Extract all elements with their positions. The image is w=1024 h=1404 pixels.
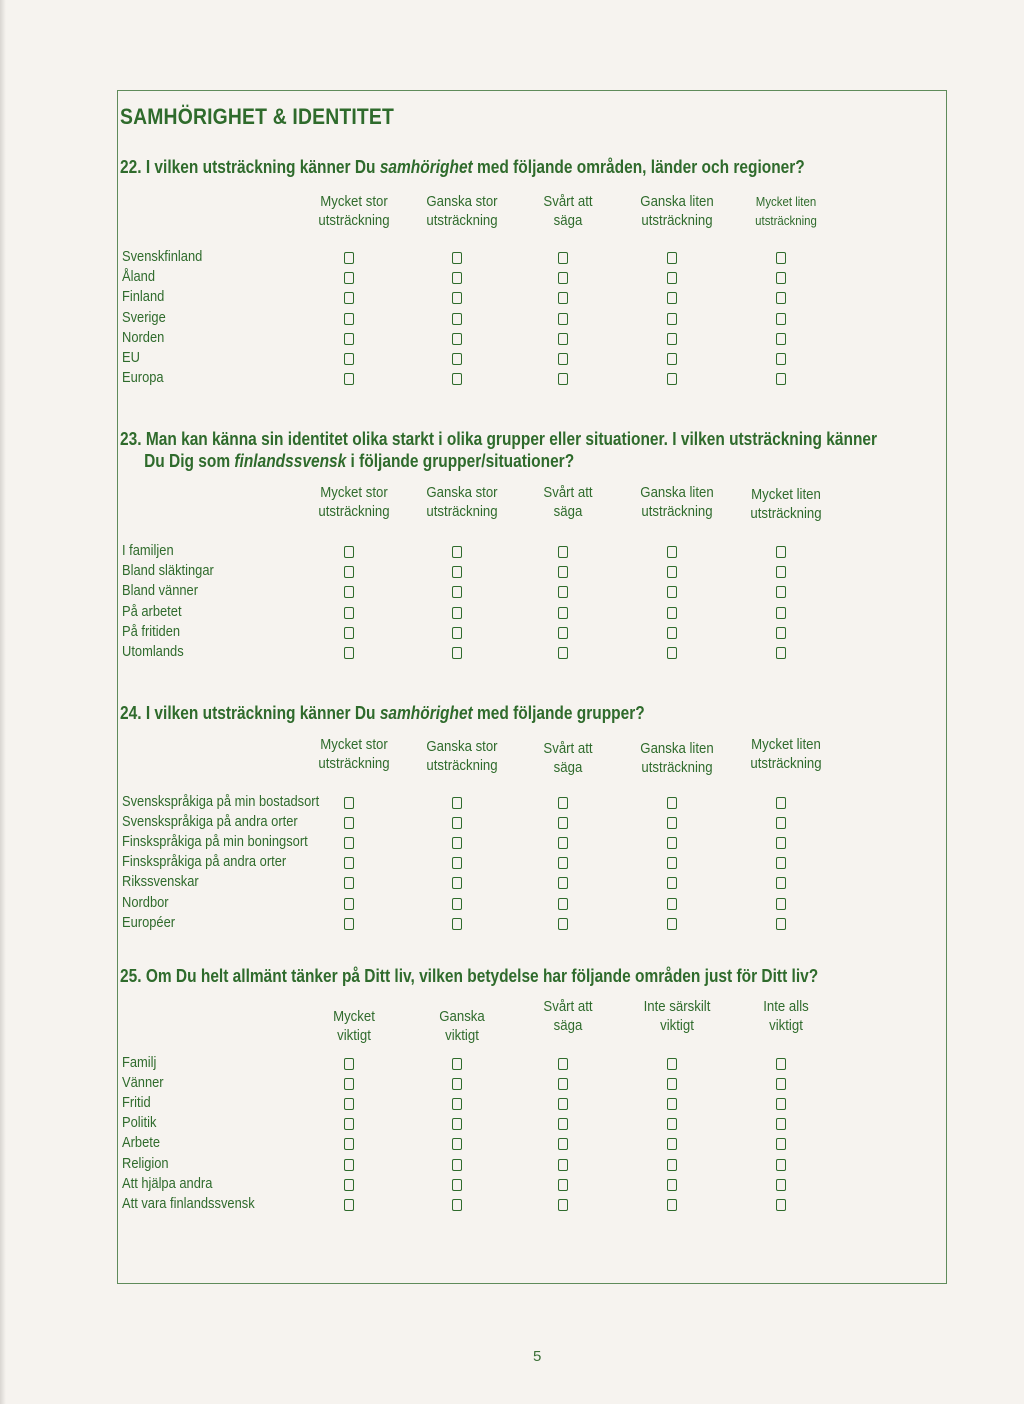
q24-answer-checkbox[interactable] xyxy=(344,817,354,829)
q22-row-label: Finland xyxy=(122,288,165,306)
column-header-line1: Mycket stor xyxy=(320,736,388,753)
q22-answer-checkbox[interactable] xyxy=(344,272,354,284)
column-header-line2: viktigt xyxy=(769,1017,803,1034)
q24-answer-checkbox[interactable] xyxy=(344,877,354,889)
column-header-line1: Ganska liten xyxy=(640,484,714,501)
column-header-line1: Svårt att xyxy=(543,740,593,757)
question-23-line2 xyxy=(120,450,877,472)
q23-answer-checkbox[interactable] xyxy=(558,566,568,578)
q25-row-label: Vänner xyxy=(122,1074,164,1092)
q23-answer-checkbox[interactable] xyxy=(452,627,462,639)
q23-answer-checkbox[interactable] xyxy=(667,546,677,558)
q24-answer-checkbox[interactable] xyxy=(452,837,462,849)
column-header-line1: Svårt att xyxy=(543,484,593,501)
q22-answer-checkbox[interactable] xyxy=(667,333,677,345)
q24-row-label: Svenskspråkiga på andra orter xyxy=(122,813,298,831)
q23-answer-checkbox[interactable] xyxy=(558,586,568,598)
q24-answer-checkbox[interactable] xyxy=(452,857,462,869)
column-header-line1: Svårt att xyxy=(543,193,593,210)
question-24 xyxy=(120,702,645,724)
questionnaire-frame xyxy=(117,90,947,1284)
q25-answer-checkbox[interactable] xyxy=(344,1098,354,1110)
q25-column-header xyxy=(629,997,726,1035)
q25-answer-checkbox[interactable] xyxy=(452,1078,462,1090)
q25-answer-checkbox[interactable] xyxy=(344,1138,354,1150)
q23-row-label: I familjen xyxy=(122,542,174,559)
q23-answer-checkbox[interactable] xyxy=(776,546,786,558)
q25-answer-checkbox[interactable] xyxy=(776,1138,786,1150)
q22-answer-checkbox[interactable] xyxy=(452,313,462,325)
question-23-line1: 23. Man kan känna sin identitet olika starkt i olika grupper eller situationer. I vilken utsträckning känner xyxy=(120,429,878,449)
q24-answer-checkbox[interactable] xyxy=(452,898,462,910)
q24-answer-checkbox[interactable] xyxy=(558,857,568,869)
q25-answer-checkbox[interactable] xyxy=(667,1098,677,1110)
q23-row-label: På arbetet xyxy=(122,602,182,620)
q22-answer-checkbox[interactable] xyxy=(558,272,568,284)
q24-answer-checkbox[interactable] xyxy=(452,797,462,809)
column-header-line1: Ganska stor xyxy=(426,193,498,210)
q25-answer-checkbox[interactable] xyxy=(452,1098,462,1110)
column-header-line2: utsträckning xyxy=(426,212,498,229)
q24-answer-checkbox[interactable] xyxy=(344,837,354,849)
q22-answer-checkbox[interactable] xyxy=(776,272,786,284)
q22-answer-checkbox[interactable] xyxy=(452,333,462,345)
column-header-line2: utsträckning xyxy=(318,503,390,520)
q25-row-label: Politik xyxy=(122,1114,157,1132)
q23-answer-checkbox[interactable] xyxy=(667,607,677,619)
q24-answer-checkbox[interactable] xyxy=(667,898,677,910)
q24-answer-checkbox[interactable] xyxy=(452,877,462,889)
column-header-line1: Ganska stor xyxy=(426,484,498,501)
q24-answer-checkbox[interactable] xyxy=(344,898,354,910)
q23-row-label: Utomlands xyxy=(122,643,184,660)
q24-answer-checkbox[interactable] xyxy=(344,797,354,809)
q25-row-label: Arbete xyxy=(122,1134,161,1152)
q24-column-header xyxy=(306,735,403,773)
q23-column-header xyxy=(414,483,511,521)
column-header-line2: viktigt xyxy=(445,1027,479,1044)
q25-answer-checkbox[interactable] xyxy=(452,1138,462,1150)
column-header-line1: Svårt att xyxy=(543,998,593,1015)
q25-answer-checkbox[interactable] xyxy=(667,1138,677,1150)
q22-answer-checkbox[interactable] xyxy=(776,373,786,385)
q23-answer-checkbox[interactable] xyxy=(776,607,786,619)
q24-answer-checkbox[interactable] xyxy=(776,898,786,910)
q25-answer-checkbox[interactable] xyxy=(452,1058,462,1070)
q25-answer-checkbox[interactable] xyxy=(667,1179,677,1191)
q24-answer-checkbox[interactable] xyxy=(558,898,568,910)
q23-column-header xyxy=(520,483,617,521)
q24-answer-checkbox[interactable] xyxy=(667,797,677,809)
q25-answer-checkbox[interactable] xyxy=(344,1118,354,1130)
question-24-suffix: med följande grupper? xyxy=(472,703,645,723)
column-header-line1: Mycket liten xyxy=(751,736,821,753)
q25-answer-checkbox[interactable] xyxy=(776,1058,786,1070)
q24-answer-checkbox[interactable] xyxy=(667,857,677,869)
q24-row-label: Finskspråkiga på andra orter xyxy=(122,853,287,871)
q25-answer-checkbox[interactable] xyxy=(558,1118,568,1130)
column-header-line1: Mycket liten xyxy=(751,486,821,503)
q22-answer-checkbox[interactable] xyxy=(344,333,354,345)
question-23-line2-prefix: Du Dig som xyxy=(144,451,235,471)
q22-answer-checkbox[interactable] xyxy=(667,272,677,284)
q25-column-header xyxy=(414,1007,511,1045)
column-header-line2: utsträckning xyxy=(755,213,817,228)
q22-answer-checkbox[interactable] xyxy=(558,333,568,345)
q22-row-label: Svenskfinland xyxy=(122,248,203,265)
q24-answer-checkbox[interactable] xyxy=(558,817,568,829)
q23-answer-checkbox[interactable] xyxy=(776,647,786,659)
q25-answer-checkbox[interactable] xyxy=(452,1179,462,1191)
question-24-prefix: 24. I vilken utsträckning känner Du xyxy=(120,703,380,723)
q22-answer-checkbox[interactable] xyxy=(558,353,568,365)
q22-answer-checkbox[interactable] xyxy=(452,353,462,365)
q24-answer-checkbox[interactable] xyxy=(776,837,786,849)
q23-column-header xyxy=(306,483,403,521)
q23-answer-checkbox[interactable] xyxy=(452,546,462,558)
q24-answer-checkbox[interactable] xyxy=(452,918,462,930)
q22-answer-checkbox[interactable] xyxy=(667,252,677,264)
column-header-line2: viktigt xyxy=(337,1027,371,1044)
column-header-line1: Ganska liten xyxy=(640,193,714,210)
q25-column-header xyxy=(738,997,835,1035)
column-header-line1: Ganska xyxy=(439,1008,485,1025)
q24-row-label: Européer xyxy=(122,913,176,931)
q22-answer-checkbox[interactable] xyxy=(667,313,677,325)
q24-answer-checkbox[interactable] xyxy=(667,918,677,930)
q25-answer-checkbox[interactable] xyxy=(558,1078,568,1090)
q24-column-header xyxy=(520,739,617,777)
column-header-line2: säga xyxy=(553,503,583,520)
q22-answer-checkbox[interactable] xyxy=(452,272,462,284)
column-header-line2: säga xyxy=(553,212,583,229)
q25-answer-checkbox[interactable] xyxy=(452,1118,462,1130)
q22-row-label: Sverige xyxy=(122,308,166,326)
q25-answer-checkbox[interactable] xyxy=(558,1199,568,1211)
q23-answer-checkbox[interactable] xyxy=(776,586,786,598)
q22-answer-checkbox[interactable] xyxy=(344,373,354,385)
q25-answer-checkbox[interactable] xyxy=(452,1199,462,1211)
q22-answer-checkbox[interactable] xyxy=(344,252,354,264)
q24-column-header xyxy=(738,735,835,773)
q22-answer-checkbox[interactable] xyxy=(452,292,462,304)
q23-answer-checkbox[interactable] xyxy=(667,566,677,578)
question-22 xyxy=(120,156,805,178)
q22-column-header xyxy=(306,192,403,230)
q22-answer-checkbox[interactable] xyxy=(776,333,786,345)
q23-answer-checkbox[interactable] xyxy=(344,566,354,578)
q24-answer-checkbox[interactable] xyxy=(776,877,786,889)
q24-answer-checkbox[interactable] xyxy=(558,918,568,930)
q23-answer-checkbox[interactable] xyxy=(667,647,677,659)
q23-answer-checkbox[interactable] xyxy=(776,627,786,639)
q25-column-header xyxy=(306,1007,403,1045)
column-header-line2: säga xyxy=(553,1017,583,1034)
q25-row-label: Familj xyxy=(122,1054,157,1071)
q25-answer-checkbox[interactable] xyxy=(667,1058,677,1070)
q25-answer-checkbox[interactable] xyxy=(558,1179,568,1191)
q24-answer-checkbox[interactable] xyxy=(558,837,568,849)
q23-answer-checkbox[interactable] xyxy=(344,586,354,598)
q22-answer-checkbox[interactable] xyxy=(452,373,462,385)
column-header-line1: Ganska stor xyxy=(426,738,498,755)
q23-column-header xyxy=(629,483,726,521)
q22-column-header xyxy=(414,192,511,230)
q23-answer-checkbox[interactable] xyxy=(344,546,354,558)
q25-answer-checkbox[interactable] xyxy=(776,1078,786,1090)
q24-answer-checkbox[interactable] xyxy=(667,877,677,889)
column-header-line2: utsträckning xyxy=(426,757,498,774)
q24-answer-checkbox[interactable] xyxy=(558,797,568,809)
q25-answer-checkbox[interactable] xyxy=(344,1159,354,1171)
question-24-emphasis: samhörighet xyxy=(379,703,473,723)
q23-column-header xyxy=(738,485,835,523)
q22-answer-checkbox[interactable] xyxy=(344,292,354,304)
q25-row-label: Att hjälpa andra xyxy=(122,1174,213,1192)
q25-answer-checkbox[interactable] xyxy=(776,1159,786,1171)
column-header-line1: Mycket liten xyxy=(755,194,817,209)
q22-row-label: Norden xyxy=(122,328,165,346)
column-header-line2: utsträckning xyxy=(318,755,390,772)
q23-answer-checkbox[interactable] xyxy=(452,647,462,659)
question-23-line2-suffix: i följande grupper/situationer? xyxy=(346,451,575,471)
q24-answer-checkbox[interactable] xyxy=(344,918,354,930)
q22-answer-checkbox[interactable] xyxy=(667,353,677,365)
question-23-emphasis: finlandssvensk xyxy=(234,451,347,471)
q23-answer-checkbox[interactable] xyxy=(558,546,568,558)
q24-column-header xyxy=(629,739,726,777)
q25-row-label: Fritid xyxy=(122,1094,151,1112)
q25-answer-checkbox[interactable] xyxy=(667,1078,677,1090)
q23-answer-checkbox[interactable] xyxy=(452,607,462,619)
q22-row-label: Åland xyxy=(122,268,156,286)
q22-row-label: Europa xyxy=(122,369,164,387)
q25-answer-checkbox[interactable] xyxy=(452,1159,462,1171)
q25-answer-checkbox[interactable] xyxy=(667,1159,677,1171)
column-header-line1: Inte särskilt xyxy=(643,998,711,1015)
q24-row-label: Nordbor xyxy=(122,893,169,911)
question-25: 25. Om Du helt allmänt tänker på Ditt liv, vilken betydelse har följande områden just för Ditt liv? xyxy=(120,966,819,986)
q25-row-label: Religion xyxy=(122,1154,169,1172)
q23-answer-checkbox[interactable] xyxy=(344,627,354,639)
q24-answer-checkbox[interactable] xyxy=(667,817,677,829)
q22-answer-checkbox[interactable] xyxy=(558,313,568,325)
question-22-suffix: med följande områden, länder och regioner? xyxy=(472,157,805,177)
q25-column-header xyxy=(520,997,617,1035)
q22-answer-checkbox[interactable] xyxy=(776,313,786,325)
q24-answer-checkbox[interactable] xyxy=(344,857,354,869)
q25-answer-checkbox[interactable] xyxy=(558,1159,568,1171)
q25-answer-checkbox[interactable] xyxy=(558,1098,568,1110)
q22-answer-checkbox[interactable] xyxy=(776,292,786,304)
q25-answer-checkbox[interactable] xyxy=(776,1118,786,1130)
q23-answer-checkbox[interactable] xyxy=(667,627,677,639)
column-header-line2: utsträckning xyxy=(641,759,713,776)
q24-answer-checkbox[interactable] xyxy=(558,877,568,889)
q24-column-header xyxy=(414,737,511,775)
q22-answer-checkbox[interactable] xyxy=(776,252,786,264)
q23-answer-checkbox[interactable] xyxy=(344,647,354,659)
question-23 xyxy=(120,428,877,472)
q25-answer-checkbox[interactable] xyxy=(667,1118,677,1130)
q24-answer-checkbox[interactable] xyxy=(667,837,677,849)
q23-row-label: Bland släktingar xyxy=(122,562,214,580)
q23-answer-checkbox[interactable] xyxy=(452,586,462,598)
q23-answer-checkbox[interactable] xyxy=(776,566,786,578)
q23-row-label: Bland vänner xyxy=(122,582,199,600)
q22-answer-checkbox[interactable] xyxy=(558,292,568,304)
column-header-line1: Ganska liten xyxy=(640,740,714,757)
q24-answer-checkbox[interactable] xyxy=(776,918,786,930)
q25-answer-checkbox[interactable] xyxy=(344,1058,354,1070)
q23-answer-checkbox[interactable] xyxy=(558,607,568,619)
q25-answer-checkbox[interactable] xyxy=(344,1199,354,1211)
page-edge xyxy=(0,0,6,1404)
column-header-line1: Mycket xyxy=(333,1008,375,1025)
column-header-line2: utsträckning xyxy=(641,503,713,520)
column-header-line2: utsträckning xyxy=(750,505,822,522)
column-header-line1: Inte alls xyxy=(763,998,809,1015)
q22-answer-checkbox[interactable] xyxy=(344,353,354,365)
column-header-line2: utsträckning xyxy=(750,755,822,772)
q23-answer-checkbox[interactable] xyxy=(558,627,568,639)
q24-row-label: Rikssvenskar xyxy=(122,873,199,891)
q24-row-label: Svenskspråkiga på min bostadsort xyxy=(122,793,320,810)
q22-column-header xyxy=(738,192,835,230)
q22-answer-checkbox[interactable] xyxy=(558,252,568,264)
q25-answer-checkbox[interactable] xyxy=(558,1138,568,1150)
q23-answer-checkbox[interactable] xyxy=(344,607,354,619)
q25-answer-checkbox[interactable] xyxy=(667,1199,677,1211)
column-header-line2: utsträckning xyxy=(318,212,390,229)
q25-row-label: Att vara finlandssvensk xyxy=(122,1194,255,1212)
q24-answer-checkbox[interactable] xyxy=(776,857,786,869)
q22-answer-checkbox[interactable] xyxy=(558,373,568,385)
q23-row-label: På fritiden xyxy=(122,622,181,640)
q24-answer-checkbox[interactable] xyxy=(452,817,462,829)
q25-answer-checkbox[interactable] xyxy=(344,1179,354,1191)
q24-row-label: Finskspråkiga på min boningsort xyxy=(122,833,308,851)
q22-answer-checkbox[interactable] xyxy=(776,353,786,365)
q22-answer-checkbox[interactable] xyxy=(667,373,677,385)
q25-answer-checkbox[interactable] xyxy=(558,1058,568,1070)
q22-column-header xyxy=(520,192,617,230)
column-header-line1: Mycket stor xyxy=(320,193,388,210)
column-header-line2: viktigt xyxy=(660,1017,694,1034)
column-header-line1: Mycket stor xyxy=(320,484,388,501)
q22-answer-checkbox[interactable] xyxy=(344,313,354,325)
q22-answer-checkbox[interactable] xyxy=(667,292,677,304)
question-22-prefix: 22. I vilken utsträckning känner Du xyxy=(120,157,380,177)
column-header-line2: utsträckning xyxy=(426,503,498,520)
column-header-line2: utsträckning xyxy=(641,212,713,229)
column-header-line2: säga xyxy=(553,759,583,776)
page-number: 5 xyxy=(533,1348,542,1365)
q23-answer-checkbox[interactable] xyxy=(558,647,568,659)
q22-answer-checkbox[interactable] xyxy=(452,252,462,264)
q25-answer-checkbox[interactable] xyxy=(776,1098,786,1110)
q24-answer-checkbox[interactable] xyxy=(776,817,786,829)
q25-answer-checkbox[interactable] xyxy=(776,1179,786,1191)
section-title: SAMHÖRIGHET & IDENTITET xyxy=(120,104,395,129)
question-22-emphasis: samhörighet xyxy=(379,157,473,177)
q23-answer-checkbox[interactable] xyxy=(452,566,462,578)
q25-answer-checkbox[interactable] xyxy=(344,1078,354,1090)
q22-column-header xyxy=(629,192,726,230)
q25-answer-checkbox[interactable] xyxy=(776,1199,786,1211)
q23-answer-checkbox[interactable] xyxy=(667,586,677,598)
q22-row-label: EU xyxy=(122,349,140,366)
q24-answer-checkbox[interactable] xyxy=(776,797,786,809)
